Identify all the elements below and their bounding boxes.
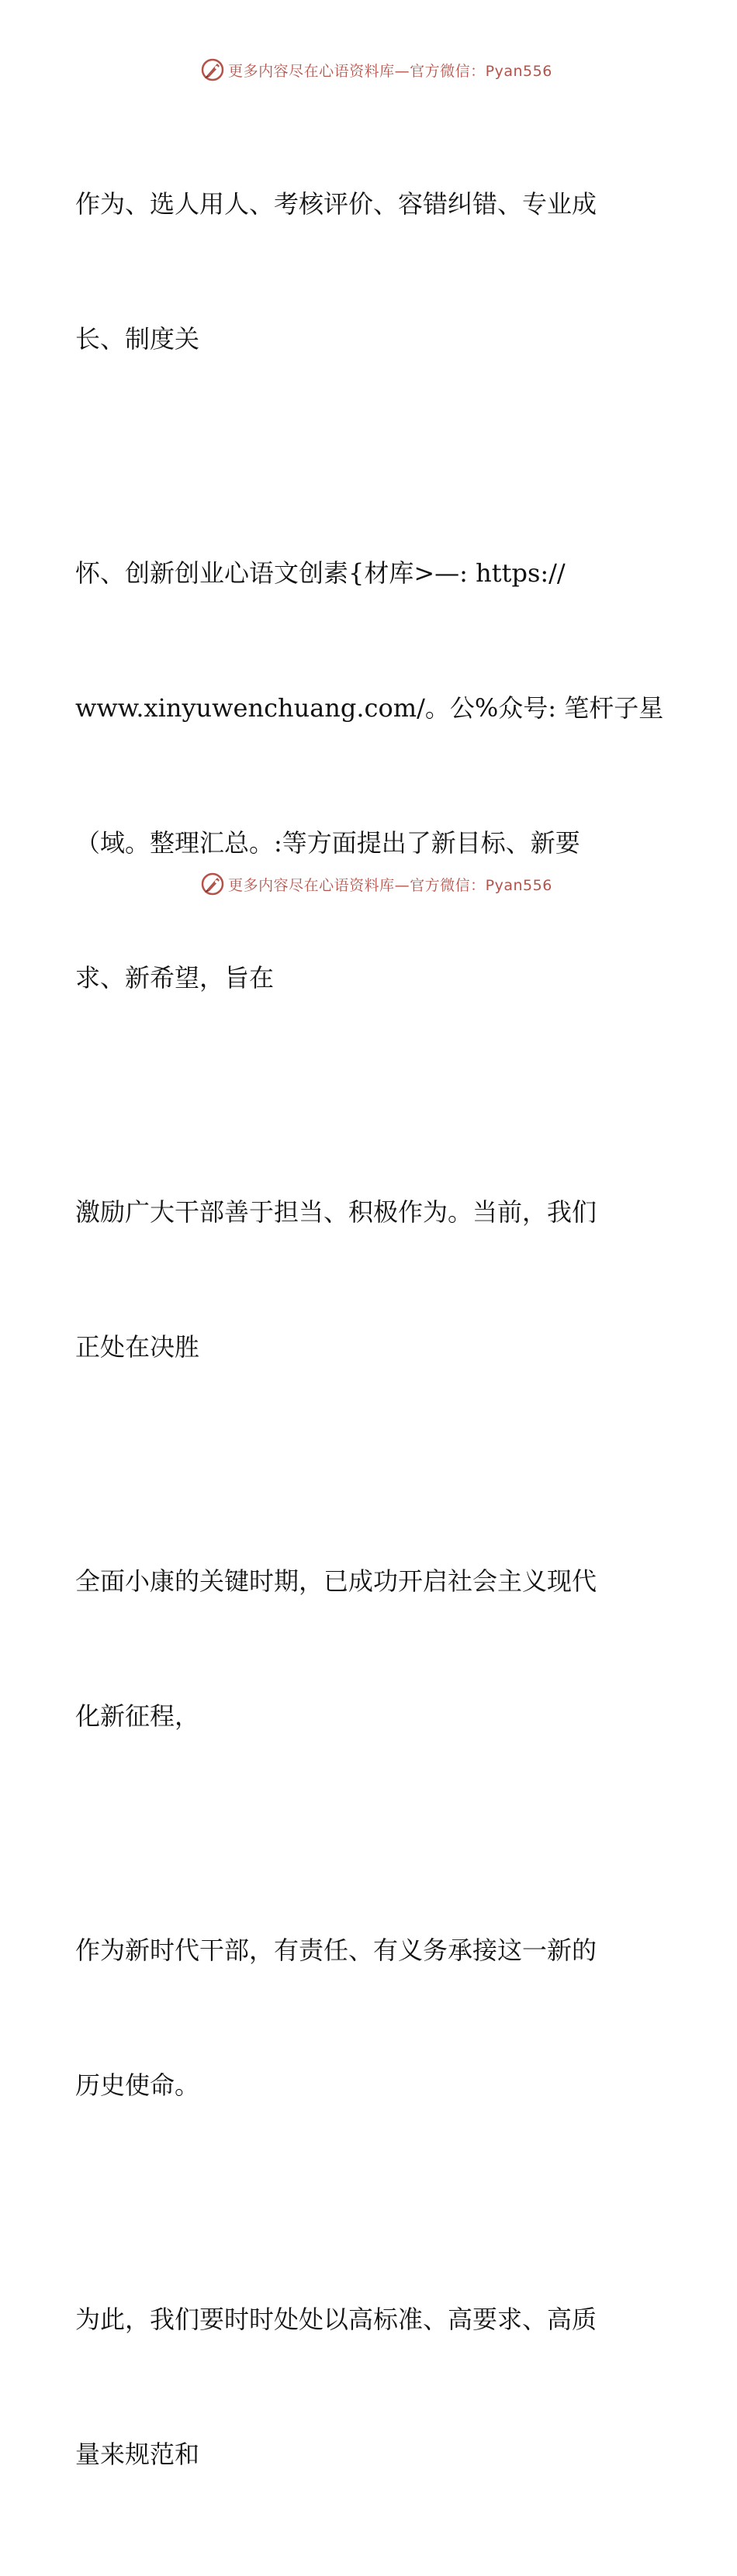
quill-pen-logo-icon <box>200 872 225 896</box>
paragraph-line: 正处在决胜 <box>75 1332 200 1362</box>
banner-text: 更多内容尽在心语资料库—官方微信：Pyan556 <box>228 876 552 894</box>
footer-banner <box>0 868 737 900</box>
paragraph-6 <box>75 2207 649 2567</box>
paragraph-line: 求、新希望，旨在 <box>75 963 275 993</box>
paragraph-line: 全面小康的关键时期，已成功开启社会主义现代 <box>75 1566 597 1596</box>
paragraph-line: 历史使命。 <box>75 2070 200 2100</box>
document-body <box>75 92 664 2576</box>
quill-pen-logo-icon <box>200 57 225 82</box>
header-banner <box>0 54 737 85</box>
paragraph-5 <box>75 1838 649 2198</box>
paragraph-3 <box>75 1100 649 1459</box>
paragraph-4 <box>75 1469 649 1828</box>
paragraph-line: 为此，我们要时时处处以高标准、高要求、高质 <box>75 2305 597 2334</box>
paragraph-line: 怀、创新创业心语文创素{材库>—: https:// <box>75 558 566 588</box>
paragraph-line: 长、制度关 <box>75 324 200 354</box>
paragraph-line: 作为、选人用人、考核评价、容错纠错、专业成 <box>75 189 597 219</box>
paragraph-2 <box>75 461 664 1090</box>
paragraph-line: 量来规范和 <box>75 2440 200 2469</box>
paragraph-line: （域。整理汇总。:等方面提出了新目标、新要 <box>75 828 580 858</box>
paragraph-line: 激励广大干部善于担当、积极作为。当前，我们 <box>75 1197 597 1227</box>
banner-text: 更多内容尽在心语资料库—官方微信：Pyan556 <box>228 62 552 80</box>
paragraph-1 <box>75 92 649 451</box>
paragraph-line: www.xinyuwenchuang.com/。公%众号: 笔杆子星 <box>75 693 664 723</box>
paragraph-line: 作为新时代干部，有责任、有义务承接这一新的 <box>75 1935 597 1965</box>
paragraph-line: 化新征程， <box>75 1701 200 1731</box>
